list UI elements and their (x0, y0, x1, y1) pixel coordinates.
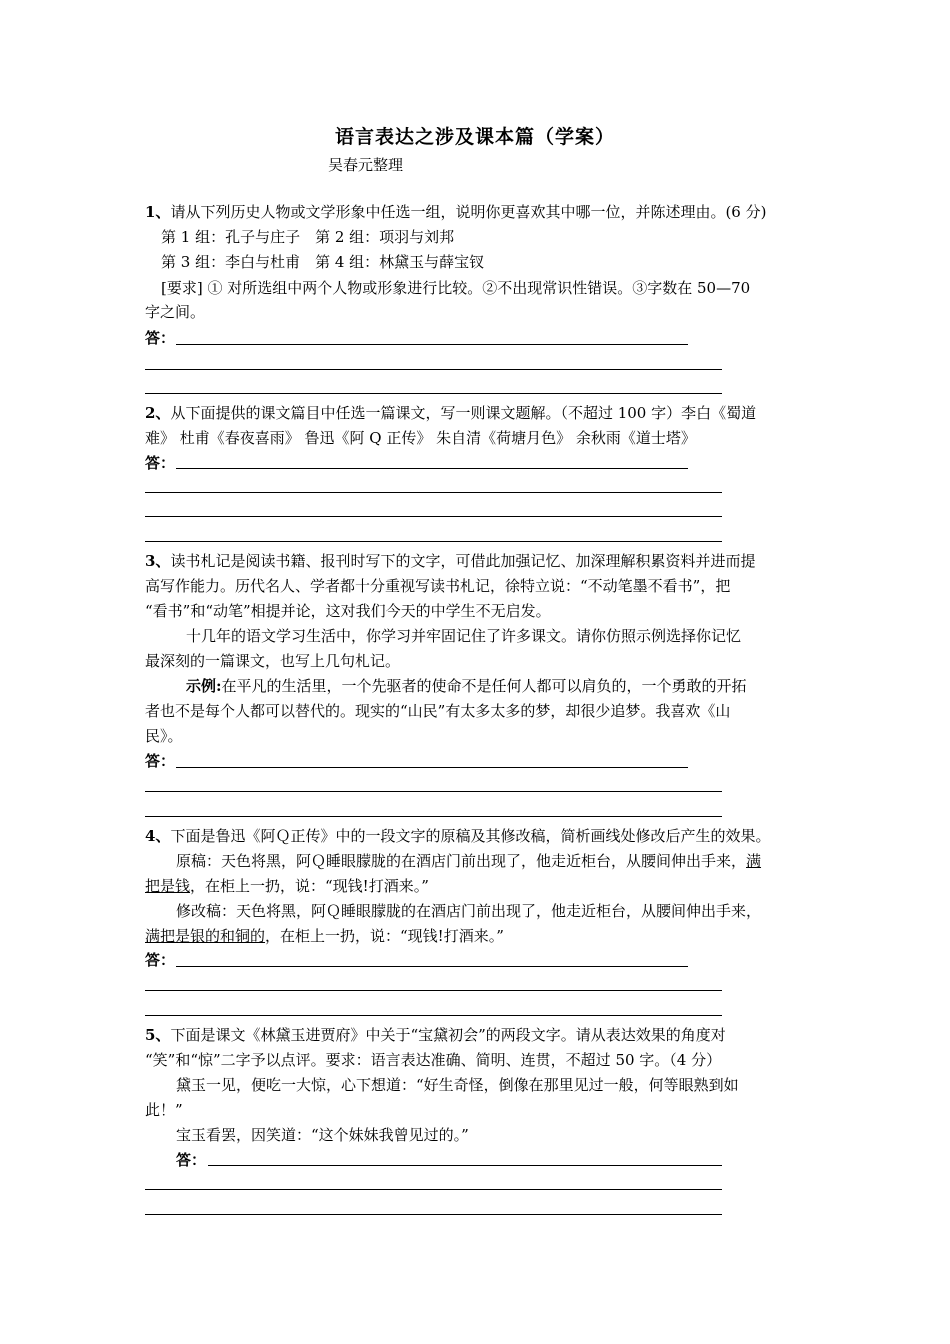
q3-answer-line-2[interactable] (145, 791, 722, 792)
q4-original-text: 原稿：天色将黑，阿Ｑ睡眼朦胧的在酒店门前出现了，他走近柜台，从腰间伸出手来， (176, 852, 747, 870)
q4-answer-line-1[interactable] (176, 966, 688, 967)
q4-revised-underline: 满把是银的和铜的 (145, 927, 266, 945)
q4-original-suffix: ，在柜上一扔，说：“现钱!打酒来。” (190, 877, 429, 895)
q1-groups-line2: 第 3 组：李白与杜甫 第 4 组：林黛玉与薛宝钗 (161, 253, 485, 271)
author-line: 吴春元整理 (328, 156, 404, 174)
q1-answer-line-3[interactable] (145, 393, 722, 394)
q3-example-text1: 在平凡的生活里，一个先驱者的使命不是任何人都可以肩负的，一个勇敢的开拓 (221, 677, 747, 695)
q4-prompt (145, 826, 810, 846)
q2-answer-line-2[interactable] (145, 492, 722, 493)
q3-number: 3、 (145, 552, 171, 570)
q4-original-underline2: 把是钱 (145, 877, 191, 895)
q5-answer-line-1[interactable] (208, 1165, 722, 1166)
q4-original-underline1: 满 (746, 852, 762, 870)
q1-answer-line-2[interactable] (145, 369, 722, 370)
q1-answer-label: 答： (145, 329, 176, 347)
q4-text: 下面是鲁迅《阿Ｑ正传》中的一段文字的原稿及其修改稿，简析画线处修改后产生的效果。 (170, 827, 771, 845)
q4-original-line1 (176, 851, 841, 871)
q3-example-line2: 者也不是每个人都可以替代的。现实的“山民”有太多太多的梦，却很少追梦。我喜欢《山 (145, 702, 731, 720)
q1-answer-line-1[interactable] (176, 344, 688, 345)
q1-requirement-line1: [要求] ① 对所选组中两个人物或形象进行比较。②不出现常识性错误。③字数在 50—70 (161, 279, 751, 297)
q4-answer-line-3[interactable] (145, 1015, 722, 1016)
q1-text: 请从下列历史人物或文学形象中任选一组，说明你更喜欢其中哪一位，并陈述理由。(6 分) (170, 203, 767, 221)
q5-answer-line-3[interactable] (145, 1214, 722, 1215)
q3-prompt-line3: “看书”和“动笔”相提并论，这对我们今天的中学生不无启发。 (145, 602, 551, 620)
q1-requirement-line2: 字之间。 (145, 303, 206, 321)
page-title: 语言表达之涉及课本篇（学案） (334, 126, 615, 148)
q5-prompt-line1 (145, 1025, 810, 1045)
q5-answer-line-2[interactable] (145, 1189, 722, 1190)
q3-prompt-line5: 最深刻的一篇课文，也写上几句札记。 (145, 652, 401, 670)
q4-answer-line-2[interactable] (145, 990, 722, 991)
q4-original-line2 (145, 876, 810, 896)
q4-answer-label: 答： (145, 951, 176, 969)
q5-number: 5、 (145, 1026, 171, 1044)
q1-groups-line1: 第 1 组：孔子与庄子 第 2 组：项羽与刘邦 (161, 228, 455, 246)
q1-number: 1、 (145, 203, 171, 221)
q3-answer-line-1[interactable] (176, 767, 688, 768)
q2-number: 2、 (145, 404, 171, 422)
q4-revised-line1: 修改稿：天色将黑，阿Ｑ睡眼朦胧的在酒店门前出现了，他走近柜台，从腰间伸出手来， (176, 902, 762, 920)
q2-answer-line-4[interactable] (145, 541, 722, 542)
q4-number: 4、 (145, 827, 171, 845)
q2-text-line1: 从下面提供的课文篇目中任选一篇课文，写一则课文题解。（不超过 100 字）李白《蜀道 (170, 404, 757, 422)
q3-example-line1 (186, 676, 851, 696)
q2-prompt-line2: 难》 杜甫《春夜喜雨》 鲁迅《阿 Q 正传》 朱自清《荷塘月色》 余秋雨《道士塔》 (145, 429, 696, 447)
q5-prompt-line2: “笑”和“惊”二字予以点评。要求：语言表达准确、简明、连贯，不超过 50 字。（4 分） (145, 1051, 722, 1069)
q3-prompt-line4: 十几年的语文学习生活中，你学习并牢固记住了许多课文。请你仿照示例选择你记忆 (186, 627, 742, 645)
q5-answer-label: 答： (176, 1151, 207, 1169)
q2-answer-line-1[interactable] (176, 468, 688, 469)
q4-revised-line2 (145, 926, 810, 946)
q3-answer-line-3[interactable] (145, 816, 722, 817)
q2-answer-line-3[interactable] (145, 516, 722, 517)
q3-text-line1: 读书札记是阅读书籍、报刊时写下的文字，可借此加强记忆、加深理解积累资料并进而提 (170, 552, 756, 570)
q1-prompt (145, 202, 810, 222)
q3-answer-label: 答： (145, 752, 176, 770)
q2-answer-label: 答： (145, 454, 176, 472)
q3-prompt-line2: 高写作能力。历代名人、学者都十分重视写读书札记，徐特立说：“不动笔墨不看书”，把 (145, 577, 731, 595)
q3-prompt-line1 (145, 551, 810, 571)
q3-example-line3: 民》。 (145, 727, 183, 745)
q5-passage-line1: 黛玉一见，便吃一大惊，心下想道：“好生奇怪，倒像在那里见过一般，何等眼熟到如 (176, 1076, 739, 1094)
q2-prompt-line1 (145, 403, 810, 423)
q5-passage-line3: 宝玉看罢，因笑道：“这个妹妹我曾见过的。” (176, 1126, 469, 1144)
q5-passage-line2: 此！” (145, 1101, 183, 1119)
q4-revised-suffix: ，在柜上一扔，说：“现钱!打酒来。” (265, 927, 504, 945)
q3-example-label: 示例: (186, 677, 222, 695)
q5-text-line1: 下面是课文《林黛玉进贾府》中关于“宝黛初会”的两段文字。请从表达效果的角度对 (170, 1026, 726, 1044)
